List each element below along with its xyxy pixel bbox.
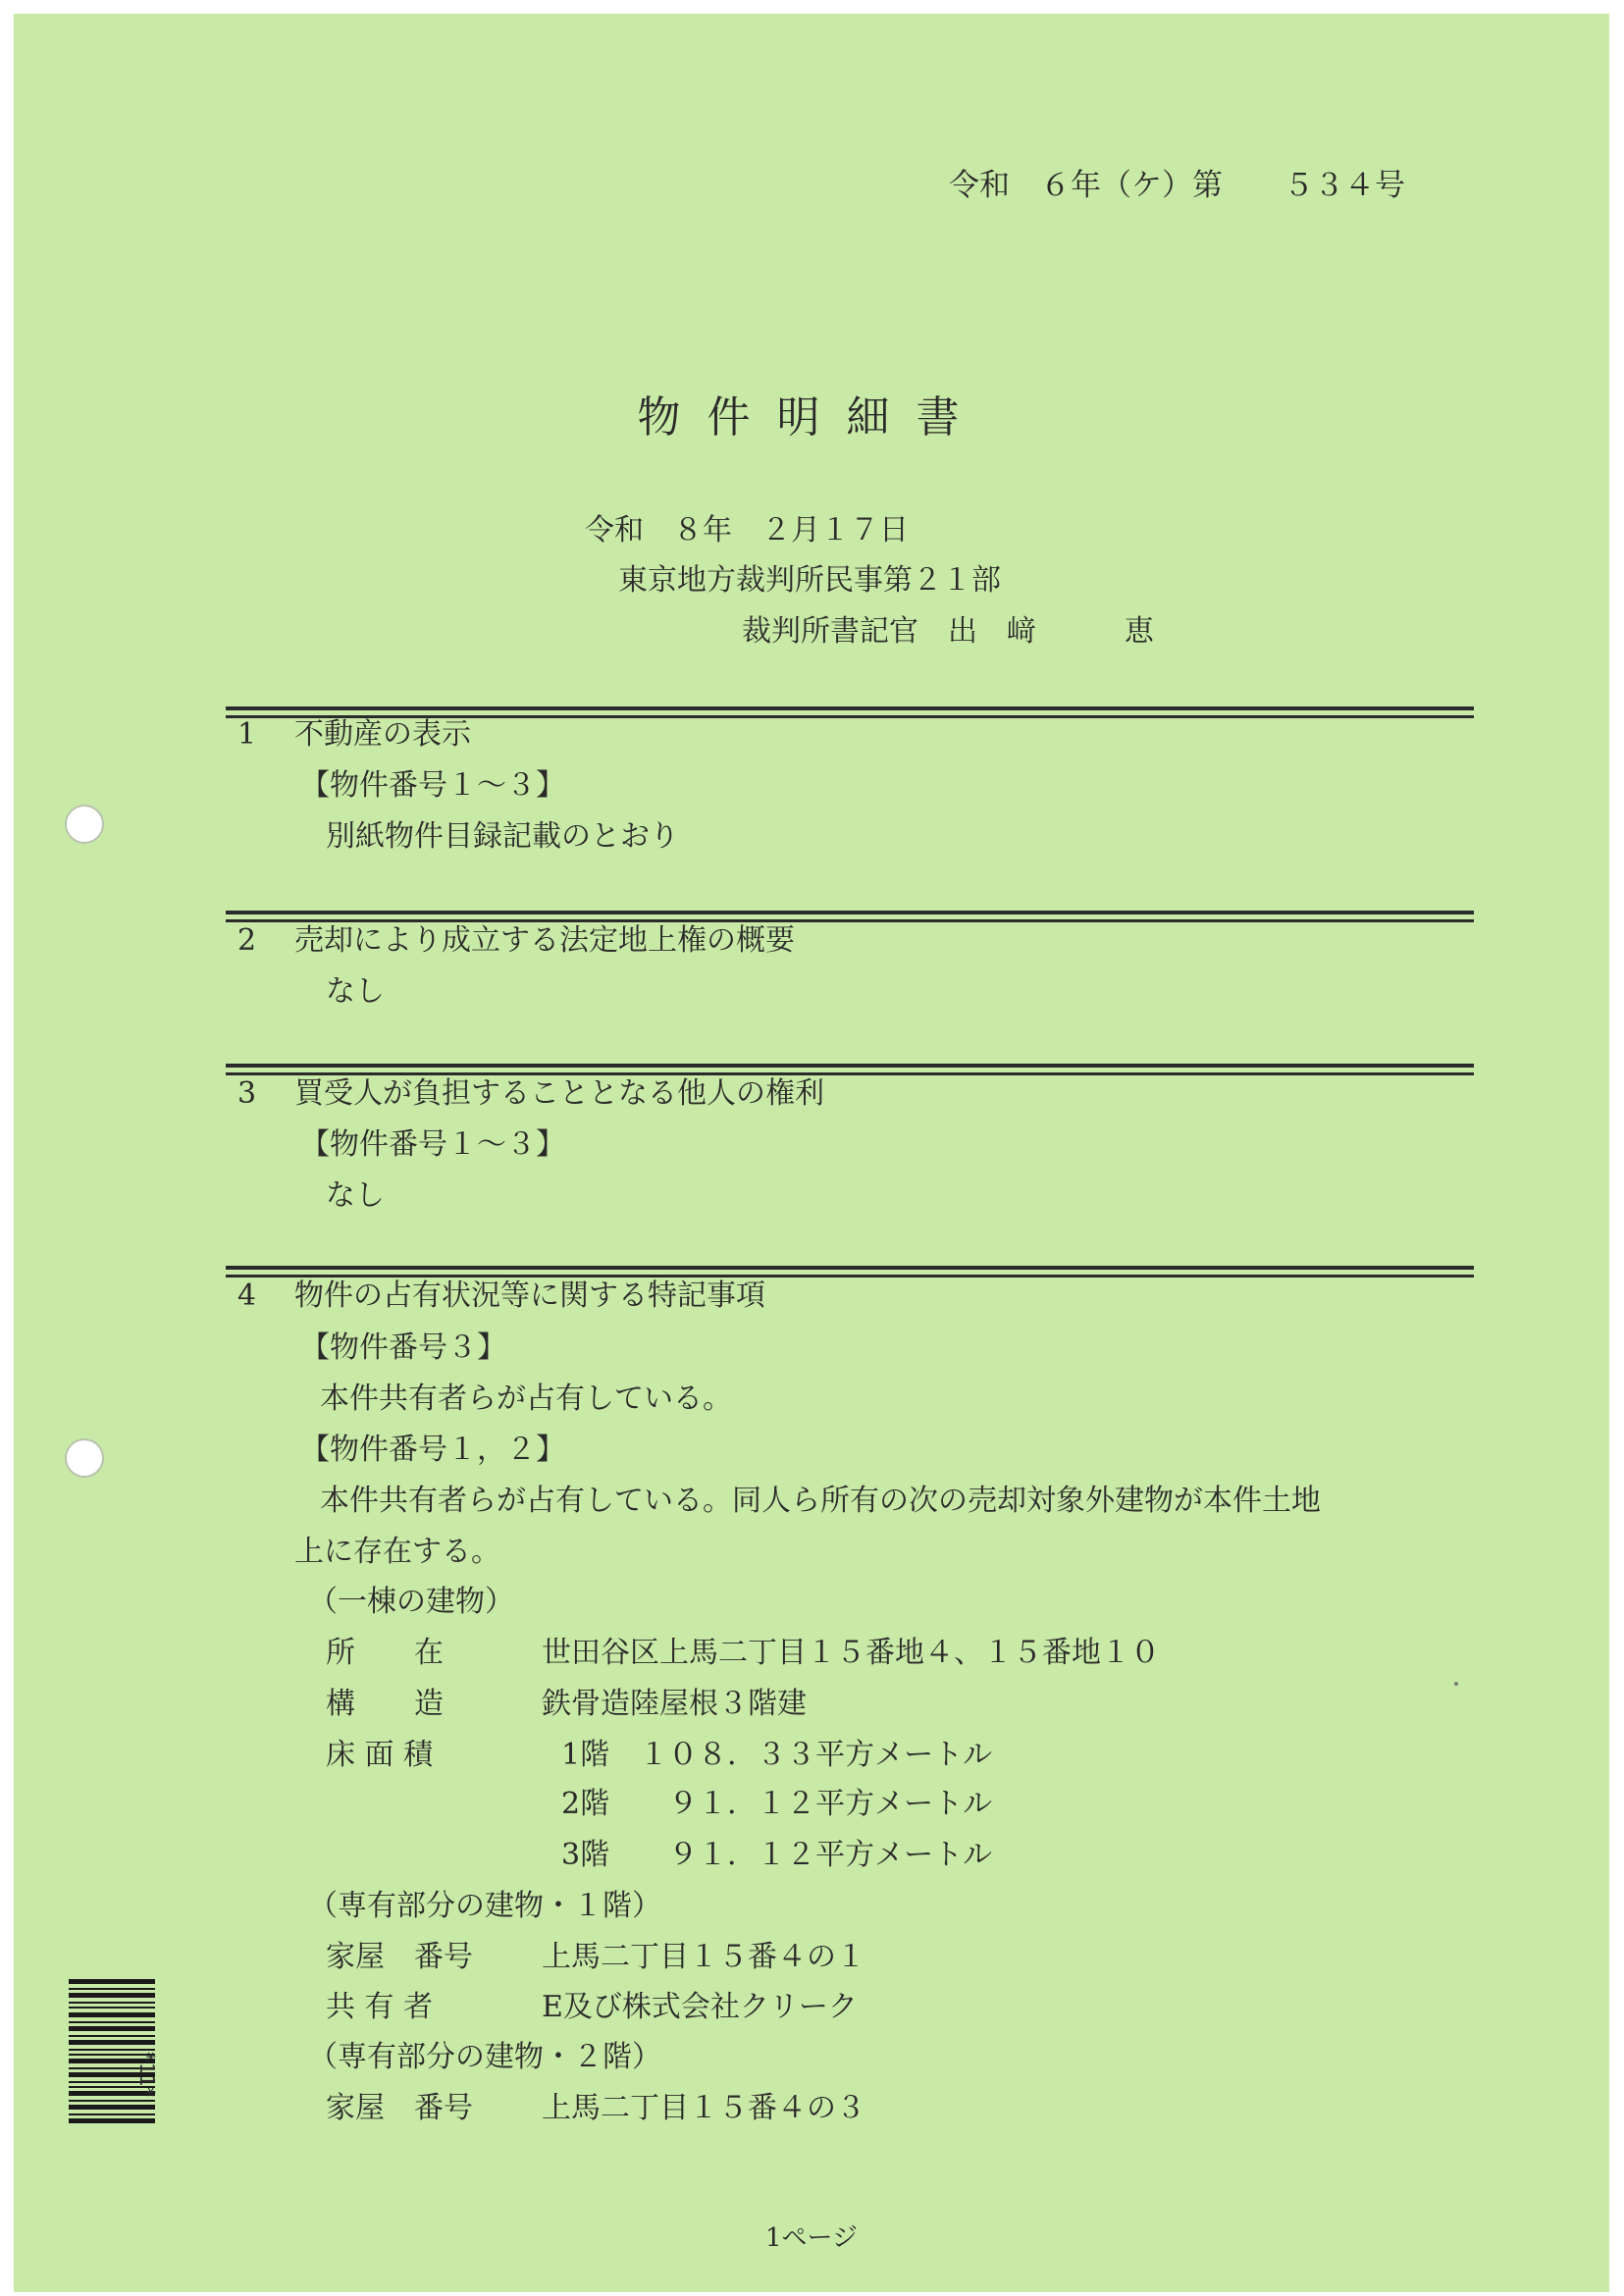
location-label: 所 在 <box>326 1636 444 1670</box>
property-number-label: 【物件番号１，２】 <box>300 1433 565 1467</box>
structure-label: 構 造 <box>326 1687 444 1721</box>
structure-value: 鉄骨造陸屋根３階建 <box>542 1687 807 1721</box>
house-number-value: 上馬二丁目１５番４の３ <box>542 2091 865 2125</box>
floor-area-3f: 3階 ９１．１２平方メートル <box>561 1838 993 1872</box>
property-number-label: 【物件番号３】 <box>300 1331 506 1365</box>
section-number: 1 <box>237 717 257 752</box>
section-heading: 物件の占有状況等に関する特記事項 <box>294 1278 765 1313</box>
building-heading: （一棟の建物） <box>308 1585 514 1619</box>
punch-hole-middle <box>65 1438 104 1478</box>
section-body-continued: 上に存在する。 <box>294 1535 500 1569</box>
unit-heading: （専有部分の建物・２階） <box>308 2040 661 2074</box>
property-number-label: 【物件番号１～３】 <box>300 768 565 803</box>
co-owner-label: 共 有 者 <box>326 1990 434 2024</box>
document-date: 令和 ８年 ２月１７日 <box>585 513 909 548</box>
floor-area-label: 床 面 積 <box>326 1738 434 1772</box>
document-title: 物件明細書 <box>637 392 986 443</box>
unit-heading: （専有部分の建物・１階） <box>308 1889 661 1923</box>
property-number-label: 【物件番号１～３】 <box>300 1127 565 1162</box>
house-number-value: 上馬二丁目１５番４の１ <box>542 1940 865 1974</box>
section-divider <box>226 911 1474 922</box>
case-number: 令和 ６年（ケ）第 ５３４号 <box>949 168 1405 203</box>
section-number: 2 <box>237 923 257 958</box>
document-page <box>14 14 1609 2292</box>
section-number: 4 <box>237 1278 257 1313</box>
section-body: なし <box>326 1178 385 1213</box>
page-number: 1ページ <box>764 2223 859 2253</box>
co-owner-value: E及び株式会社クリーク <box>542 1990 858 2024</box>
section-heading: 不動産の表示 <box>294 717 471 752</box>
paper-speck <box>1454 1682 1458 1686</box>
barcode-text: *11* <box>135 2051 159 2099</box>
court-name: 東京地方裁判所民事第２１部 <box>618 563 1001 598</box>
section-body: 別紙物件目録記載のとおり <box>326 819 679 854</box>
floor-area-2f: 2階 ９１．１２平方メートル <box>561 1787 993 1821</box>
section-heading: 売却により成立する法定地上権の概要 <box>294 923 795 958</box>
section-body: 本件共有者らが占有している。同人ら所有の次の売却対象外建物が本件土地 <box>320 1484 1321 1518</box>
section-heading: 買受人が負担することとなる他人の権利 <box>294 1076 824 1111</box>
section-divider <box>226 1064 1474 1075</box>
court-clerk: 裁判所書記官 出 﨑 恵 <box>742 614 1154 649</box>
section-body: なし <box>326 974 385 1009</box>
house-number-label: 家屋 番号 <box>326 2091 473 2125</box>
floor-area-1f: 1階 １０８．３３平方メートル <box>561 1738 993 1772</box>
section-divider <box>226 1266 1474 1278</box>
house-number-label: 家屋 番号 <box>326 1940 473 1974</box>
section-body: 本件共有者らが占有している。 <box>320 1382 732 1416</box>
location-value: 世田谷区上馬二丁目１５番地４、１５番地１０ <box>542 1636 1160 1670</box>
punch-hole-top <box>65 805 104 844</box>
section-number: 3 <box>237 1076 257 1111</box>
